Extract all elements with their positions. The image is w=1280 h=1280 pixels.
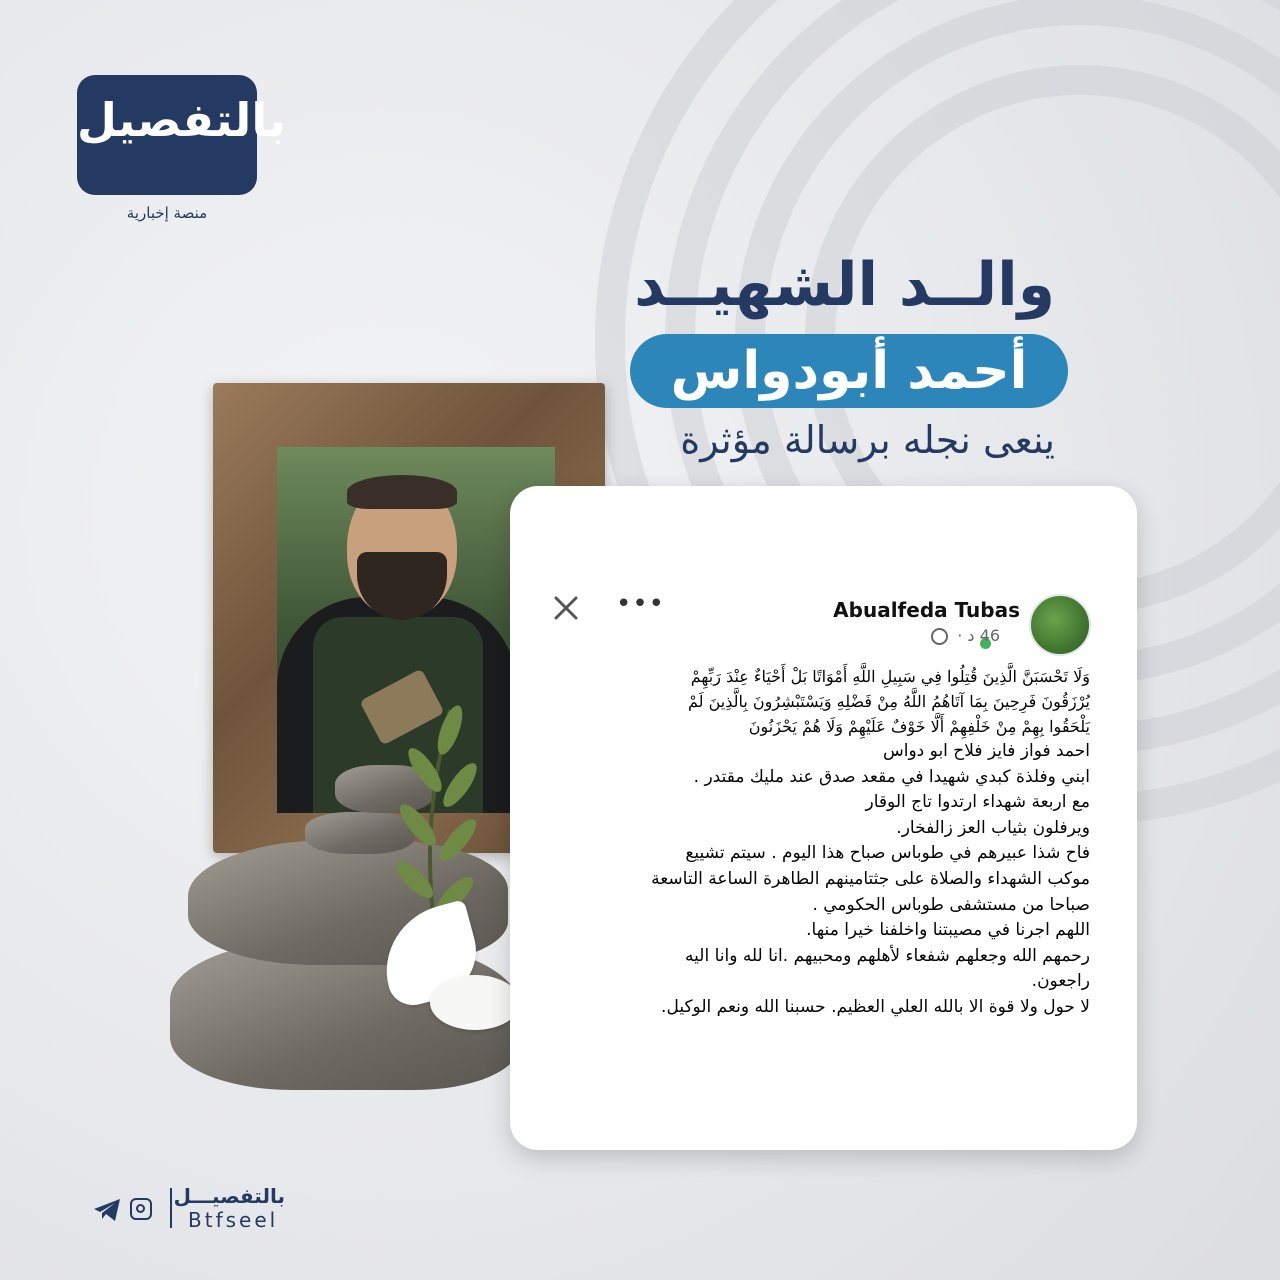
close-icon[interactable] [552,594,580,622]
post-quran-line: يَلْحَقُوا بِهِمْ مِنْ خَلْفِهِمْ أَلَّا خَوْفٌ عَلَيْهِمْ وَلَا هُمْ يَحْزَنُونَ [748,717,1090,736]
post-line: راجعون. [1031,971,1090,992]
post-meta [900,626,1000,645]
post-line: لا حول ولا قوة الا بالله العلي العظيم. حسبنا الله ونعم الوكيل. [661,996,1090,1017]
post-line: مع اربعة شهداء ارتدوا تاج الوقار [865,792,1090,813]
telegram-icon[interactable] [92,1198,122,1222]
brand-logo [77,75,286,195]
logo-tagline: منصة إخبارية [126,204,208,222]
footer-brand-english: Btfseel [188,1208,279,1232]
avatar[interactable] [1029,594,1091,656]
footer-brand-arabic: بالتفصيـــل [173,1184,285,1208]
instagram-icon[interactable] [130,1198,152,1220]
post-time: 46 د · [957,626,1000,645]
post-body [570,664,1090,1021]
post-line: اللهم اجرنا في مصيبتنا واخلفنا خيرا منها. [806,920,1090,941]
post-line: فاح شذا عبيرهم في طوباس صباح هذا اليوم . سيتم تشييع [685,843,1090,864]
headline-title: والــد الشهيــد [634,250,1055,320]
post-line: رحمهم الله وجعلهم شفعاء لأهلهم ومحبيهم .انا لله وانا اليه [685,945,1090,966]
post-author[interactable]: Abualfeda Tubas [833,598,1020,622]
dove-icon [430,975,520,1030]
headline-subtitle: ينعى نجله برسالة مؤثرة [680,418,1055,462]
post-line: ابني وفلذة كبدي شهيدا في مقعد صدق عند مليك مقتدر . [693,766,1090,787]
post-line: ويرفلون بثياب العز زالفخار. [896,817,1090,838]
footer-divider [170,1188,172,1228]
more-options-icon[interactable]: ••• [616,589,666,619]
post-line: صباحا من مستشفى طوباس الحكومي . [812,894,1090,915]
post-quran-line: يُرْزَقُونَ فَرِحِينَ بِمَا آتَاهُمُ اللَّهُ مِنْ فَضْلِهِ وَيَسْتَبْشِرُونَ بِالَّذِينَ لَمْ [687,692,1090,711]
facebook-post-card [510,486,1137,1150]
globe-icon [931,628,948,645]
post-line: موكب الشهداء والصلاة على جثتامينهم الطاهرة الساعة التاسعة [651,868,1090,889]
headline-name-pill: أحمد أبودواس [630,334,1068,408]
post-line: احمد فواز فايز فلاح ابو دواس [883,741,1090,761]
portrait-hair [347,475,457,509]
logo-mark: بالتفصيل [77,93,286,147]
post-quran-line: وَلَا تَحْسَبَنَّ الَّذِينَ قُتِلُوا فِي سَبِيلِ اللَّهِ أَمْوَاتًا بَلْ أَحْيَاءٌ عِنْدَ رَبِّهِمْ [690,667,1090,686]
